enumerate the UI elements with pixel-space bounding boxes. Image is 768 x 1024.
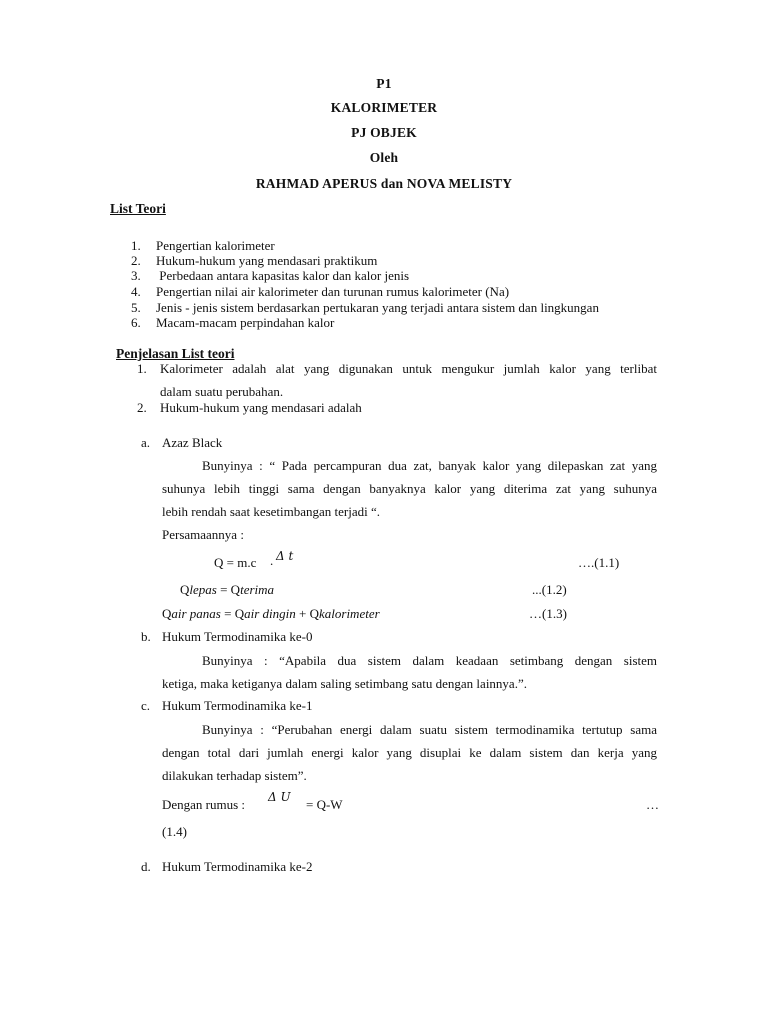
paragraph-line: Bunyinya : “Perubahan energi dalam suatu sistem termodinamika tertutup sama — [202, 722, 657, 737]
penjelasan-heading: Penjelasan List teori — [116, 346, 235, 361]
equation-number: ...(1.2) — [532, 582, 567, 597]
sub-item-title: Hukum Termodinamika ke-1 — [162, 698, 313, 713]
equation-text: = Q-W — [306, 797, 343, 812]
delta-symbol: Δ U — [268, 790, 291, 804]
equation-subscript: air panas — [171, 606, 221, 621]
explanation-text: dalam suatu perubahan. — [160, 384, 284, 399]
list-item: Pengertian nilai air kalorimeter dan turunan rumus kalorimeter (Na) — [156, 284, 510, 299]
list-item: Macam-macam perpindahan kalor — [156, 315, 335, 330]
paragraph-line: dilakukan terhadap sistem”. — [162, 768, 307, 783]
explanation-number: 1. — [137, 361, 147, 376]
list-item: Hukum-hukum yang mendasari praktikum — [156, 253, 378, 268]
doc-code: P1 — [376, 76, 392, 91]
list-item: Pengertian kalorimeter — [156, 238, 275, 253]
list-item-number: 4. — [131, 284, 141, 299]
sub-item-title: Hukum Termodinamika ke-0 — [162, 629, 313, 644]
list-item: Perbedaan antara kapasitas kalor dan kalor jenis — [156, 268, 410, 283]
sub-item-label: b. — [141, 629, 151, 644]
list-item-number: 1. — [131, 238, 141, 253]
paragraph-line: Bunyinya : “Apabila dua sistem dalam keadaan setimbang dengan sistem — [202, 653, 657, 668]
doc-subtitle: PJ OBJEK — [351, 125, 417, 140]
equation-number: …(1.3) — [529, 606, 567, 621]
equation-subscript: kalorimeter — [319, 606, 380, 621]
equation-intro: Persamaannya : — [162, 527, 244, 542]
paragraph-line: suhunya lebih tinggi sama dengan banyaknya kalor yang diterima zat yang suhunya — [162, 481, 657, 496]
list-item-number: 6. — [131, 315, 141, 330]
equation-text: Q — [180, 582, 190, 597]
equation-text: = Q — [220, 606, 245, 621]
equation-dots: … — [646, 797, 659, 812]
equation-text: Q = m.c — [214, 555, 257, 570]
equation-text: + Q — [295, 606, 319, 621]
equation-text: Q — [162, 606, 172, 621]
paragraph-line: Bunyinya : “ Pada percampuran dua zat, banyak kalor yang dilepaskan zat yang — [202, 458, 657, 473]
explanation-number: 2. — [137, 400, 147, 415]
equation-number: ….(1.1) — [578, 555, 620, 570]
equation-subscript: air dingin — [244, 606, 296, 621]
equation-subscript: terima — [240, 582, 275, 597]
paragraph-line: dengan total dari jumlah energi kalor yang disuplai ke dalam sistem dan kerja yang — [162, 745, 657, 760]
sub-item-title: Azaz Black — [162, 435, 223, 450]
equation-intro: Dengan rumus : — [162, 797, 246, 812]
equation-number: (1.4) — [162, 824, 187, 839]
list-teori-heading: List Teori — [110, 201, 166, 216]
explanation-text: Hukum-hukum yang mendasari adalah — [160, 400, 362, 415]
sub-item-label: d. — [141, 859, 151, 874]
doc-authors: RAHMAD APERUS dan NOVA MELISTY — [255, 176, 513, 191]
doc-title: KALORIMETER — [330, 100, 438, 115]
equation-dot: . — [270, 553, 274, 568]
delta-symbol: Δ t — [276, 549, 294, 563]
equation-subscript: lepas — [189, 582, 217, 597]
list-item-number: 3. — [131, 268, 141, 283]
sub-item-label: a. — [141, 435, 151, 450]
explanation-text: Kalorimeter adalah alat yang digunakan untuk mengukur jumlah kalor yang terlibat — [160, 361, 657, 376]
list-item-number: 2. — [131, 253, 141, 268]
list-item-number: 5. — [131, 300, 141, 315]
paragraph-line: lebih rendah saat kesetimbangan terjadi “. — [162, 504, 381, 519]
doc-by: Oleh — [369, 150, 399, 165]
sub-item-label: c. — [141, 698, 151, 713]
paragraph-line: ketiga, maka ketiganya dalam saling setimbang satu dengan lainnya.”. — [162, 676, 527, 691]
equation-text: = Q — [216, 582, 241, 597]
list-item: Jenis - jenis sistem berdasarkan pertukaran yang terjadi antara sistem dan lingkungan — [156, 300, 599, 315]
sub-item-title: Hukum Termodinamika ke-2 — [162, 859, 313, 874]
